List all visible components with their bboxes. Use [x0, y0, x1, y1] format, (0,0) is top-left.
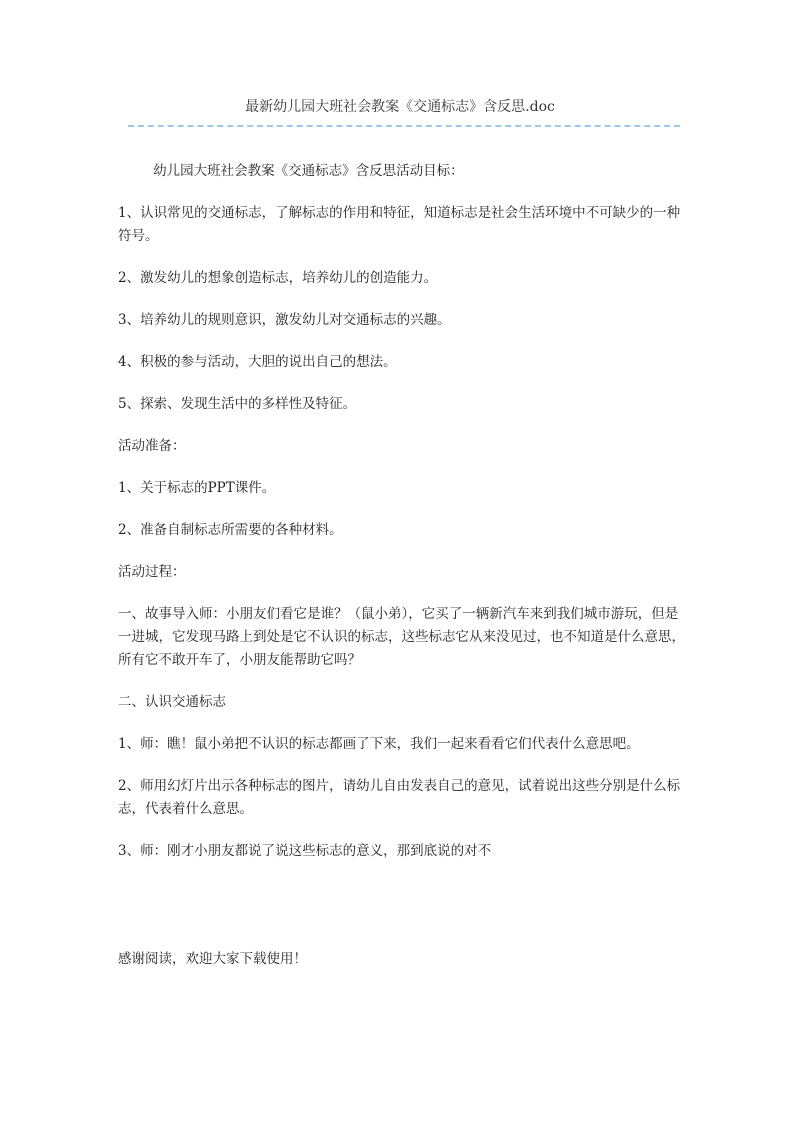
process-heading: 活动过程：: [118, 564, 186, 580]
process-part-two-heading: 二、认识交通标志: [118, 694, 226, 710]
preparation-heading: 活动准备：: [118, 438, 186, 454]
goal-item: 1、认识常见的交通标志，了解标志的作用和特征，知道标志是社会生活环境中不可缺少的一种符号。: [118, 205, 681, 244]
goal-item: 4、积极的参与活动，大胆的说出自己的想法。: [118, 354, 397, 370]
document-body: [118, 160, 690, 990]
title-divider: [128, 125, 680, 127]
preparation-item: 2、准备自制标志所需要的各种材料。: [118, 522, 343, 538]
preparation-item: 1、关于标志的PPT课件。: [118, 480, 276, 496]
process-step: 3、师：刚才小朋友都说了说这些标志的意义，那到底说的对不: [118, 843, 492, 859]
goal-item: 3、培养幼儿的规则意识，激发幼儿对交通标志的兴趣。: [118, 312, 451, 328]
goal-item: 2、激发幼儿的想象创造标志，培养幼儿的创造能力。: [118, 270, 438, 286]
process-part-one: 一、故事导入师：小朋友们看它是谁？（鼠小弟），它买了一辆新汽车来到我们城市游玩，但是一进城，它发现马路上到处是它不认识的标志，这些标志它从来没见过，也不知道是什么意思，所有它不敢开车了，小朋友能帮助它吗？: [118, 606, 685, 668]
spacer: [118, 882, 690, 948]
goal-item: 5、探索、发现生活中的多样性及特征。: [118, 396, 357, 412]
process-step: 1、师：瞧！鼠小弟把不认识的标志都画了下来，我们一起来看看它们代表什么意思吧。: [118, 736, 640, 752]
process-step: 2、师用幻灯片出示各种标志的图片，请幼儿自由发表自己的意见，试着说出这些分别是什么标志，代表着什么意思。: [118, 778, 681, 817]
closing-note: 感谢阅读，欢迎大家下载使用！: [118, 951, 307, 967]
objectives-intro: 幼儿园大班社会教案《交通标志》含反思活动目标：: [153, 163, 464, 179]
document-title: 最新幼儿园大班社会教案《交通标志》含反思.doc: [245, 99, 555, 115]
